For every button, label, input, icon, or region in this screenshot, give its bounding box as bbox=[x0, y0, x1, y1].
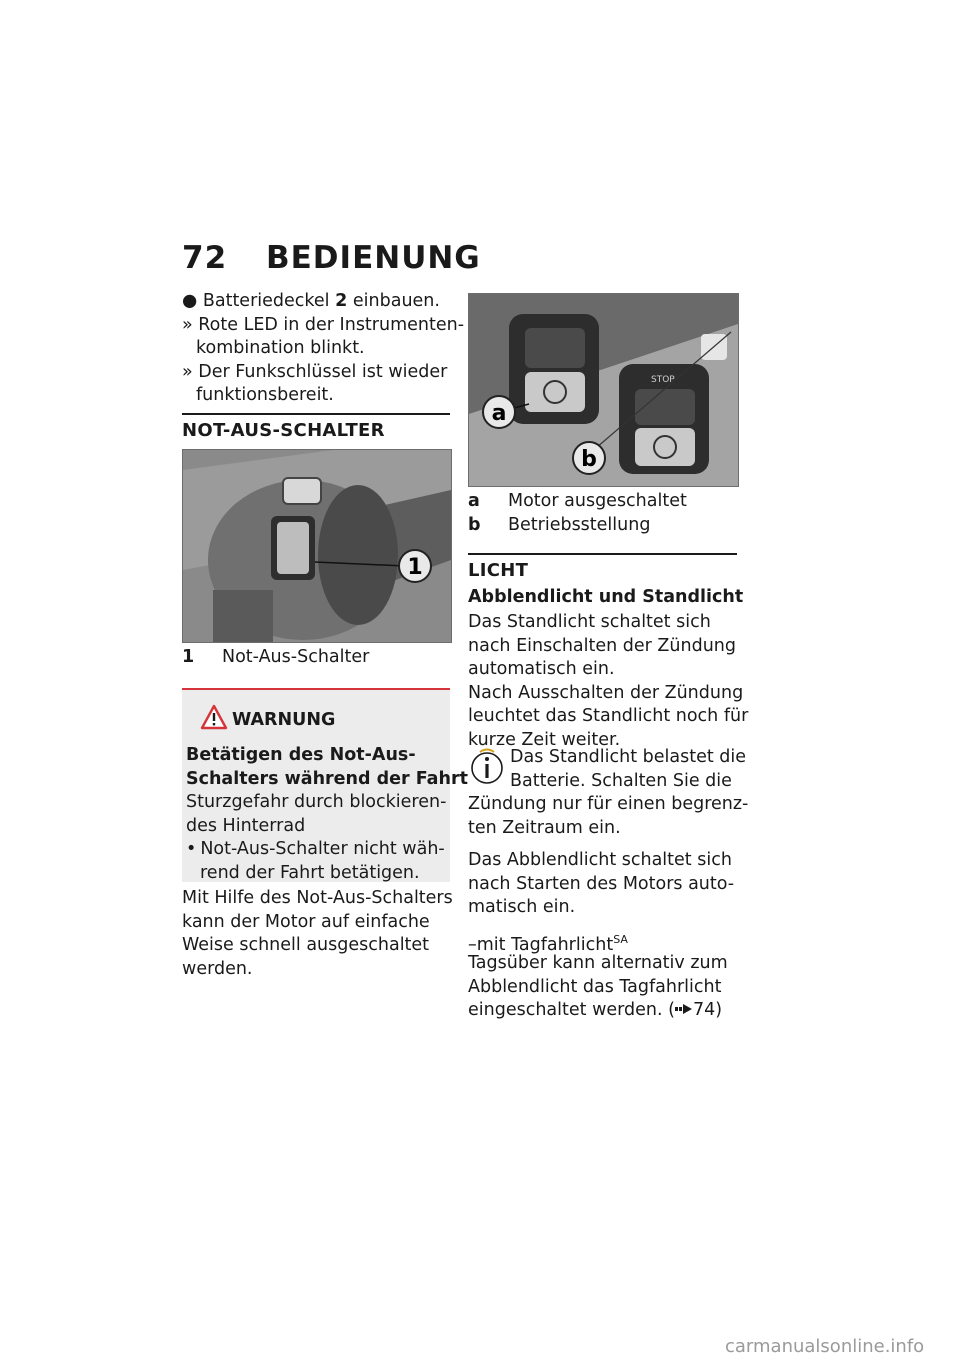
result-chevron-icon: » bbox=[182, 314, 193, 335]
section-rule bbox=[182, 413, 450, 415]
warning-title: WARNUNG bbox=[232, 710, 336, 730]
licht-paragraph-4: Tagsüber kann alternativ zum Abblendlicht das Tagfahrlicht eingeschaltet werden. ( 74) bbox=[468, 952, 728, 1023]
step-result-1-cont: kombination blinkt. bbox=[196, 338, 365, 358]
info-note: Das Standlicht belastet die Batterie. Schalten Sie die Zündung nur für einen begrenz- ten Zeitraum ein. bbox=[468, 747, 749, 838]
switch-positions-illustration bbox=[469, 294, 738, 486]
section-heading-notaus: NOT-AUS-SCHALTER bbox=[182, 420, 385, 441]
figure-legend-ab bbox=[468, 490, 687, 537]
section-heading-licht: LICHT bbox=[468, 560, 529, 581]
step-result-1: » Rote LED in der Instrumenten- bbox=[182, 314, 465, 335]
warning-triangle-icon bbox=[200, 704, 228, 730]
result-chevron-icon: » bbox=[182, 361, 193, 382]
steps-list bbox=[182, 290, 464, 408]
arrow-right-icon bbox=[675, 1003, 693, 1015]
figure-callout-b: b bbox=[581, 447, 597, 472]
licht-paragraph-1: Das Standlicht schaltet sich nach Einschalten der Zündung automatisch ein. Nach Ausschalten der Zündung leuchtet das Standlicht noch für kurze Zeit weiter. bbox=[468, 612, 749, 750]
bullet-dot-icon: ● bbox=[182, 291, 198, 311]
warning-text: Betätigen des Not-Aus- Schalters während der Fahrt Sturzgefahr durch blockieren- des Hinterrad • Not-Aus-Schalter nicht wäh- rend der Fahrt betätigen. bbox=[186, 744, 468, 885]
option-tagfahrlicht: –mit Tagfahrlicht$^{SA}$ bbox=[468, 933, 628, 955]
step-result-2-cont: funktionsbereit. bbox=[196, 385, 334, 405]
step-result-2: » Der Funkschlüssel ist wieder bbox=[182, 361, 448, 382]
page-number: 72 bbox=[182, 240, 228, 276]
stop-label: STOP bbox=[651, 375, 675, 385]
chapter-title: BEDIENUNG bbox=[266, 240, 481, 276]
licht-paragraph-3: Das Abblendlicht schaltet sich nach Starten des Motors auto- matisch ein. bbox=[468, 850, 735, 917]
page-reference-line: eingeschaltet werden. ( 74) bbox=[468, 1000, 723, 1020]
page-reference-link[interactable]: 74 bbox=[692, 1000, 716, 1020]
notaus-paragraph: Mit Hilfe des Not-Aus-Schalters kann der Motor auf einfache Weise schnell ausgeschaltet werden. bbox=[182, 888, 453, 979]
option-code: SA bbox=[613, 933, 628, 946]
figure-legend-1: 1 Not-Aus-Schalter bbox=[182, 647, 370, 667]
part-reference: 2 bbox=[335, 291, 348, 311]
figure-handlebar-switch bbox=[182, 449, 452, 643]
watermark: carmanualsonline.info bbox=[725, 1336, 925, 1357]
figure-callout-1: 1 bbox=[407, 555, 423, 580]
step-bullet-1: ● Batteriedeckel 2 einbauen. bbox=[182, 291, 440, 311]
figure-callout-a: a bbox=[491, 401, 507, 426]
subheading-abblendlicht: Abblendlicht und Standlicht bbox=[468, 587, 744, 607]
chapter-header bbox=[182, 240, 481, 276]
legend-row-b: b Betriebsstellung bbox=[468, 514, 651, 535]
warning-box bbox=[182, 688, 468, 883]
handlebar-illustration bbox=[183, 450, 451, 642]
figure-switch-positions bbox=[468, 293, 739, 487]
legend-row-a: a Motor ausgeschaltet bbox=[468, 491, 687, 511]
section-rule bbox=[468, 553, 737, 555]
